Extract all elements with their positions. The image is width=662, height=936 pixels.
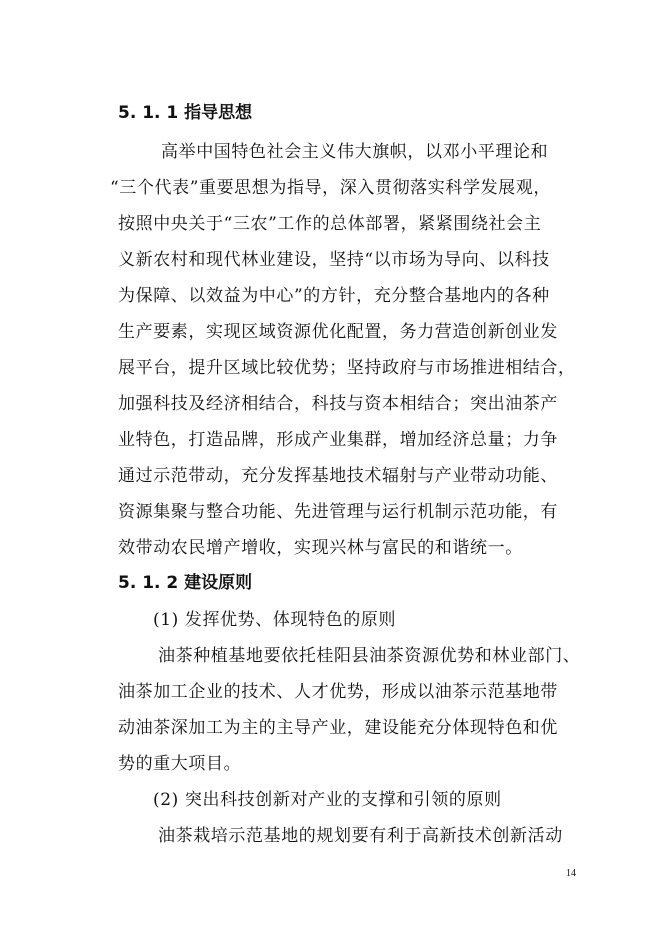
paragraph-line: 资源集聚与整合功能、先进管理与运行机制示范功能，有	[118, 502, 558, 522]
paragraph-line: 加强科技及经济相结合，科技与资本相结合；突出油茶产	[118, 394, 558, 414]
paragraph-line: 义新农村和现代林业建设，坚持“以市场为导向、以科技	[118, 250, 550, 270]
paragraph-line: 通过示范带动，充分发挥基地技术辐射与产业带动功能、	[118, 466, 558, 486]
paragraph-line: 油茶加工企业的技术、人才优势，形成以油茶示范基地带	[118, 682, 558, 702]
section-heading-5-1-2: 5. 1. 2 建设原则	[118, 573, 253, 593]
paragraph-line: “三个代表”重要思想为指导，深入贯彻落实科学发展观，	[110, 178, 551, 198]
principle-title-1: (1) 发挥优势、体现特色的原则	[153, 610, 397, 630]
paragraph-line: 展平台，提升区域比较优势；坚持政府与市场推进相结合，	[118, 358, 576, 378]
paragraph-line: 高举中国特色社会主义伟大旗帜，以邓小平理论和	[161, 142, 549, 162]
page-number: 14	[566, 868, 576, 879]
paragraph-line: 效带动农民增产增收，实现兴林与富民的和谐统一。	[118, 538, 523, 558]
paragraph-line: 为保障、以效益为中心”的方针，充分整合基地内的各种	[118, 286, 550, 306]
paragraph-line: 油茶栽培示范基地的规划要有利于高新技术创新活动	[158, 826, 563, 846]
principle-title-2: (2) 突出科技创新对产业的支撑和引领的原则	[153, 790, 502, 810]
paragraph-line: 按照中央关于“三农”工作的总体部署，紧紧围绕社会主	[118, 214, 542, 234]
paragraph-line: 势的重大项目。	[118, 754, 242, 774]
paragraph-line: 生产要素，实现区域资源优化配置，务力营造创新创业发	[118, 322, 558, 342]
paragraph-line: 业特色，打造品牌，形成产业集群，增加经济总量；力争	[118, 430, 558, 450]
section-heading-5-1-1: 5. 1. 1 指导思想	[118, 103, 253, 123]
paragraph-line: 油茶种植基地要依托桂阳县油茶资源优势和林业部门、	[158, 646, 581, 666]
paragraph-line: 动油茶深加工为主的主导产业，建设能充分体现特色和优	[118, 718, 558, 738]
